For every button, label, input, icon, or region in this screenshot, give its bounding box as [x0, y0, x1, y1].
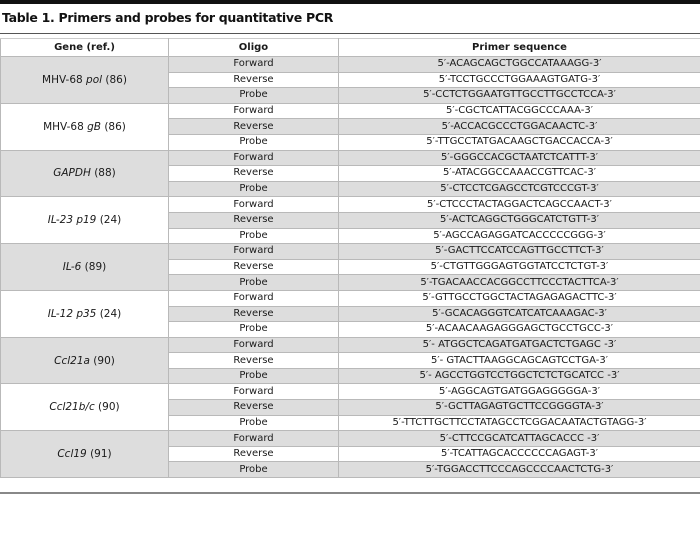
table-row	[1, 290, 700, 306]
sequence-cell: 5′-TGGACCTTCCCAGCCCCAACTCTG-3′	[339, 462, 700, 478]
oligo-cell: Reverse	[169, 446, 339, 462]
oligo-cell: Probe	[169, 134, 339, 150]
oligo-cell: Probe	[169, 415, 339, 431]
table-row	[1, 57, 700, 73]
gene-cell	[1, 197, 169, 244]
oligo-cell: Forward	[169, 103, 339, 119]
sequence-cell: 5′-CCTCTGGAATGTTGCCTTGCCTCCA-3′	[339, 88, 700, 104]
oligo-cell: Forward	[169, 337, 339, 353]
gene-cell	[1, 150, 169, 197]
sequence-cell: 5′-TGACAACCACGGCCTTCCCTACTTCA-3′	[339, 275, 700, 291]
oligo-cell: Probe	[169, 228, 339, 244]
gene-ref: (89)	[81, 261, 107, 274]
sequence-cell: 5′-GGGCCACGCTAATCTCATTT-3′	[339, 150, 700, 166]
sequence-cell: 5′-ACCACGCCCTGGACAACTC-3′	[339, 119, 700, 135]
title-rule	[0, 33, 700, 34]
sequence-cell: 5′-TCATTAGCACCCCCCAGAGT-3′	[339, 446, 700, 462]
sequence-cell: 5′- GTACTTAAGGCAGCAGTCCTGA-3′	[339, 353, 700, 369]
gene-name: Ccl21b/c	[49, 401, 95, 414]
sequence-cell: 5′-CTTCCGCATCATTAGCACCC -3′	[339, 431, 700, 447]
gene-cell	[1, 337, 169, 384]
sequence-cell: 5′-TTCTTGCTTCCTATAGCCTCGGACAATACTGTAGG-3′	[339, 415, 700, 431]
gene-ref: (24)	[96, 307, 122, 320]
gene-name: pol	[86, 73, 103, 86]
sequence-cell: 5′-GTTGCCTGGCTACTAGAGAGACTTC-3′	[339, 290, 700, 306]
oligo-cell: Forward	[169, 431, 339, 447]
gene-name: GAPDH	[53, 167, 91, 180]
sequence-cell: 5′-ACAACAAGAGGGAGCTGCCTGCC-3′	[339, 322, 700, 338]
gene-name: IL-23 p19	[47, 214, 97, 227]
oligo-cell: Reverse	[169, 353, 339, 369]
oligo-cell: Reverse	[169, 400, 339, 416]
oligo-cell: Probe	[169, 368, 339, 384]
top-border	[0, 0, 700, 4]
gene-cell	[1, 103, 169, 150]
gene-ref: (86)	[102, 73, 127, 86]
oligo-cell: Reverse	[169, 212, 339, 228]
gene-name: gB	[87, 120, 101, 133]
gene-cell	[1, 290, 169, 337]
oligo-cell: Reverse	[169, 119, 339, 135]
gene-name: IL-6	[62, 261, 82, 274]
gene-ref: (86)	[100, 120, 126, 133]
oligo-cell: Reverse	[169, 72, 339, 88]
oligo-cell: Forward	[169, 150, 339, 166]
header-row	[1, 39, 700, 57]
gene-cell	[1, 57, 169, 104]
gene-cell	[1, 384, 169, 431]
oligo-cell: Probe	[169, 181, 339, 197]
table-row	[1, 150, 700, 166]
bottom-rule	[0, 492, 700, 494]
table-row	[1, 431, 700, 447]
oligo-cell: Probe	[169, 88, 339, 104]
oligo-cell: Forward	[169, 384, 339, 400]
table-row	[1, 103, 700, 119]
sequence-cell: 5′-ACTCAGGCTGGGCATCTGTT-3′	[339, 212, 700, 228]
table-body	[1, 57, 700, 478]
gene-prefix: MHV-68	[43, 120, 88, 133]
sequence-cell: 5′- AGCCTGGTCCTGGCTCTCTGCATCC -3′	[339, 368, 700, 384]
table-row	[1, 384, 700, 400]
header-sequence: Primer sequence	[339, 39, 700, 57]
table-row	[1, 244, 700, 260]
sequence-cell: 5′-ATACGGCCAAACCGTTCAC-3′	[339, 166, 700, 182]
table-title: Table 1. Primers and probes for quantitative PCR	[2, 10, 334, 25]
sequence-cell: 5′-ACAGCAGCTGGCCATAAAGG-3′	[339, 57, 700, 73]
primers-table	[0, 38, 700, 478]
header-gene: Gene (ref.)	[1, 39, 169, 57]
gene-name: Ccl21a	[54, 354, 90, 367]
gene-name: IL-12 p35	[47, 307, 97, 320]
oligo-cell: Probe	[169, 322, 339, 338]
sequence-cell: 5′-GACTTCCATCCAGTTGCCTTCT-3′	[339, 244, 700, 260]
oligo-cell: Reverse	[169, 306, 339, 322]
gene-cell	[1, 244, 169, 291]
oligo-cell: Forward	[169, 57, 339, 73]
gene-ref: (88)	[90, 167, 116, 180]
gene-ref: (90)	[89, 354, 115, 367]
oligo-cell: Reverse	[169, 259, 339, 275]
oligo-cell: Probe	[169, 275, 339, 291]
gene-ref: (91)	[86, 448, 112, 461]
sequence-cell: 5′-GCACAGGGTCATCATCAAAGAC-3′	[339, 306, 700, 322]
gene-prefix: MHV-68	[42, 73, 87, 86]
sequence-cell: 5′-GCTTAGAGTGCTTCCGGGGTA-3′	[339, 400, 700, 416]
sequence-cell: 5′-TTGCCTATGACAAGCTGACCACCA-3′	[339, 134, 700, 150]
sequence-cell: 5′-CTGTTGGGAGTGGTATCCTCTGT-3′	[339, 259, 700, 275]
gene-cell	[1, 431, 169, 478]
table-row	[1, 337, 700, 353]
oligo-cell: Reverse	[169, 166, 339, 182]
sequence-cell: 5′- ATGGCTCAGATGATGACTCTGAGC -3′	[339, 337, 700, 353]
oligo-cell: Forward	[169, 290, 339, 306]
gene-ref: (24)	[96, 214, 122, 227]
table-row	[1, 197, 700, 213]
header-oligo: Oligo	[169, 39, 339, 57]
sequence-cell: 5′-AGCCAGAGGATCACCCCCGGG-3′	[339, 228, 700, 244]
gene-ref: (90)	[94, 401, 120, 414]
sequence-cell: 5′-AGGCAGTGATGGAGGGGGA-3′	[339, 384, 700, 400]
oligo-cell: Forward	[169, 197, 339, 213]
oligo-cell: Forward	[169, 244, 339, 260]
oligo-cell: Probe	[169, 462, 339, 478]
sequence-cell: 5′-TCCTGCCCTGGAAAGTGATG-3′	[339, 72, 700, 88]
sequence-cell: 5′-CTCCTCGAGCCTCGTCCCGT-3′	[339, 181, 700, 197]
gene-name: Ccl19	[57, 448, 87, 461]
sequence-cell: 5′-CGCTCATTACGGCCCAAA-3′	[339, 103, 700, 119]
sequence-cell: 5′-CTCCCTACTAGGACTCAGCCAACT-3′	[339, 197, 700, 213]
